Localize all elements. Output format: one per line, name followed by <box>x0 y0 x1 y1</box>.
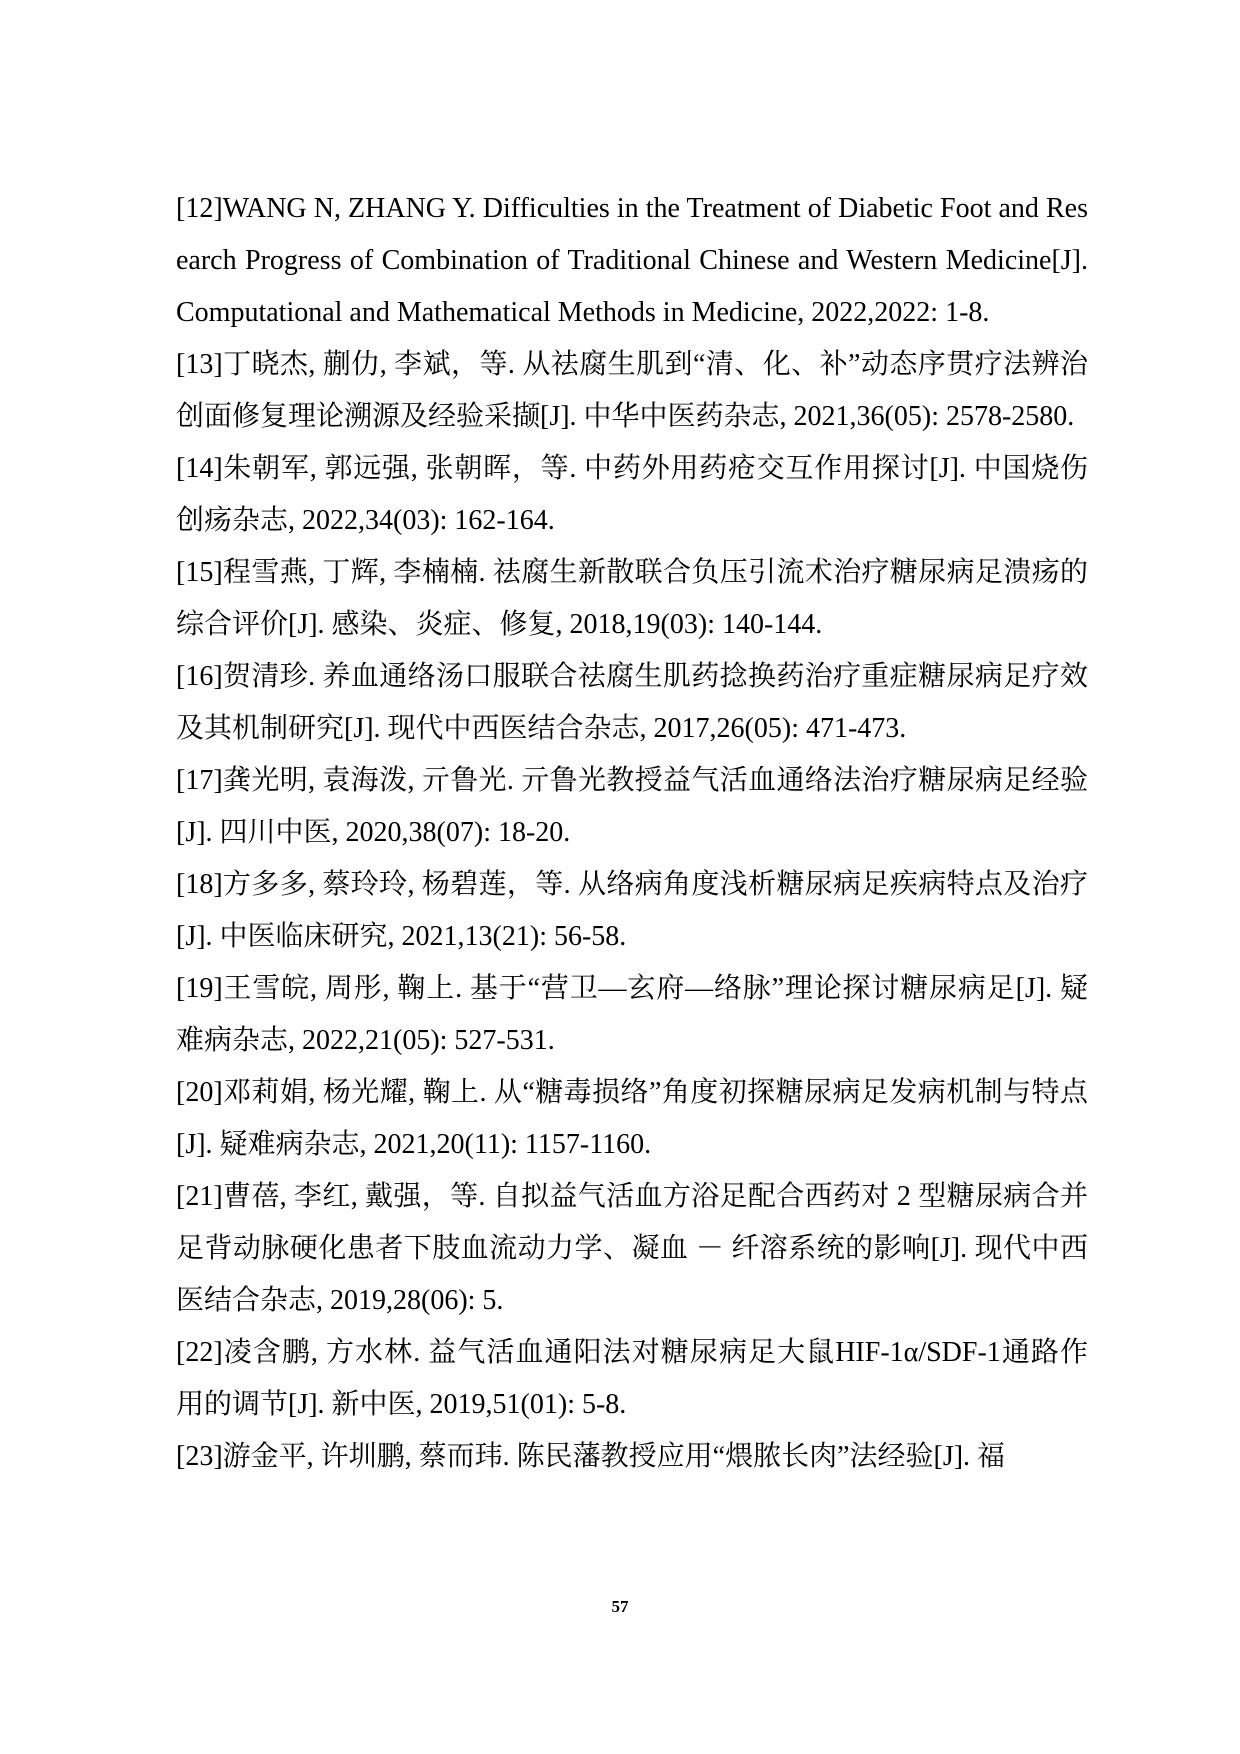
reference-entry: [17]龚光明, 袁海泼, 亓鲁光. 亓鲁光教授益气活血通络法治疗糖尿病足经验[J]. 四川中医, 2020,38(07): 18-20. <box>176 765 1088 848</box>
reference-entry: [18]方多多, 蔡玲玲, 杨碧莲，等. 从络病角度浅析糖尿病足疾病特点及治疗[J]. 中医临床研究, 2021,13(21): 56-58. <box>176 869 1088 952</box>
reference-entry: [23]游金平, 许圳鹏, 蔡而玮. 陈民藩教授应用“煨脓长肉”法经验[J]. 福 <box>176 1441 1006 1472</box>
reference-entry: [19]王雪皖, 周彤, 鞠上. 基于“营卫—玄府—络脉”理论探讨糖尿病足[J]. 疑难病杂志, 2022,21(05): 527-531. <box>176 973 1088 1056</box>
reference-entry: [14]朱朝军, 郭远强, 张朝晖，等. 中药外用药疮交互作用探讨[J]. 中国烧伤创疡杂志, 2022,34(03): 162-164. <box>176 453 1088 536</box>
page-number: 57 <box>611 1597 629 1616</box>
reference-list <box>176 183 1088 1483</box>
reference-entry: [20]邓莉娟, 杨光耀, 鞠上. 从“糖毒损络”角度初探糖尿病足发病机制与特点[J]. 疑难病杂志, 2021,20(11): 1157-1160. <box>176 1077 1088 1160</box>
reference-entry: [12]WANG N, ZHANG Y. Difficulties in the Treatment of Diabetic Foot and Research Progress of Combination of Traditional Chinese and Western Medicine[J]. Computational and Mathematical Methods in Medicine, 2022,2022: 1-8. <box>176 193 1088 328</box>
reference-entry: [21]曹蓓, 李红, 戴强，等. 自拟益气活血方浴足配合西药对 2 型糖尿病合并足背动脉硬化患者下肢血流动力学、凝血 － 纤溶系统的影响[J]. 现代中西医结合杂志, 2019,28(06): 5. <box>176 1181 1088 1316</box>
reference-entry: [16]贺清珍. 养血通络汤口服联合祛腐生肌药捻换药治疗重症糖尿病足疗效及其机制研究[J]. 现代中西医结合杂志, 2017,26(05): 471-473. <box>176 661 1088 744</box>
reference-entry: [22]凌含鹏, 方水林. 益气活血通阳法对糖尿病足大鼠HIF-1α/SDF-1通路作用的调节[J]. 新中医, 2019,51(01): 5-8. <box>176 1337 1088 1420</box>
reference-entry: [13]丁晓杰, 蒯仂, 李斌，等. 从祛腐生肌到“清、化、补”动态序贯疗法辨治创面修复理论溯源及经验采撷[J]. 中华中医药杂志, 2021,36(05): 2578-2580. <box>176 349 1088 432</box>
reference-entry: [15]程雪燕, 丁辉, 李楠楠. 祛腐生新散联合负压引流术治疗糖尿病足溃疡的综合评价[J]. 感染、炎症、修复, 2018,19(03): 140-144. <box>176 557 1088 640</box>
